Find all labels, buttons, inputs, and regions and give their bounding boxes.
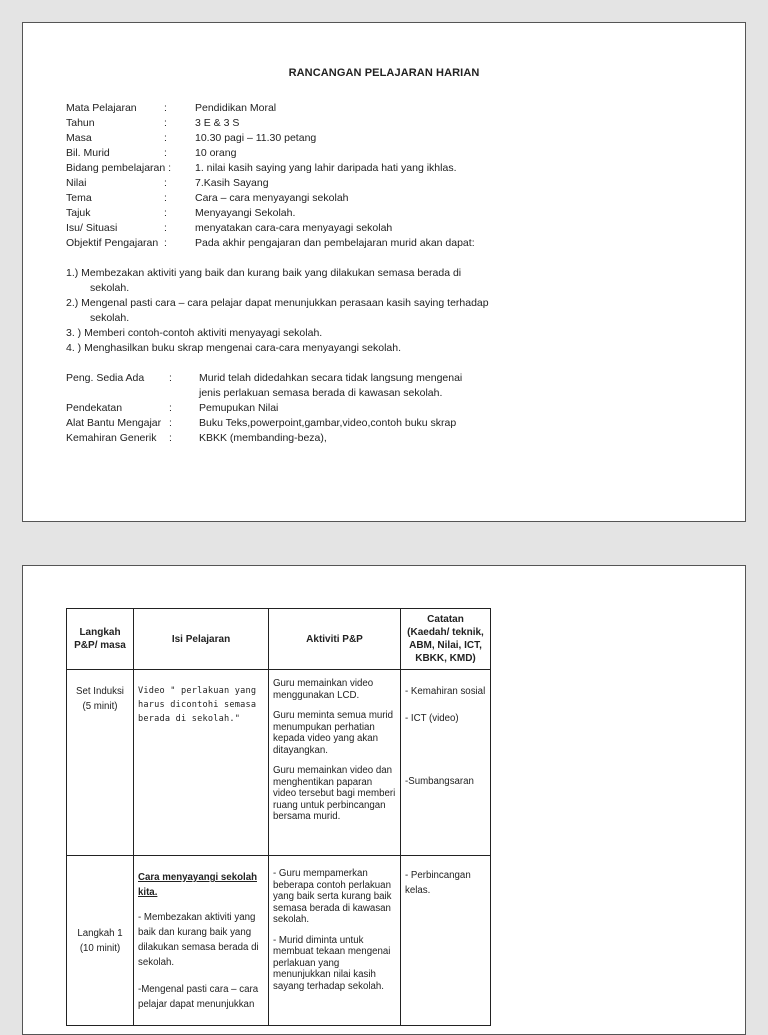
info-row xyxy=(66,236,489,251)
info-value: Pemupukan Nilai xyxy=(199,402,279,414)
info-row xyxy=(66,371,489,386)
objective-item: 1.) Membezakan aktiviti yang baik dan kurang baik yang dilakukan semasa berada di xyxy=(66,267,462,279)
objective-item: 4. ) Menghasilkan buku skrap mengenai cara-cara menyayangi sekolah. xyxy=(66,342,402,354)
objective-item-cont: sekolah. xyxy=(90,282,130,294)
content-text: Video " perlakuan yang harus dicontohi semasa berada di sekolah." xyxy=(138,686,257,724)
info-label: Tahun xyxy=(66,117,95,129)
info-colon: : xyxy=(164,222,167,234)
info-row xyxy=(66,161,489,176)
notes-cell xyxy=(401,856,491,1026)
info-colon: : xyxy=(164,132,167,144)
info-row xyxy=(66,101,489,116)
info-row xyxy=(66,116,489,131)
info-value: Cara – cara menyayangi sekolah xyxy=(195,192,349,204)
document-page-2 xyxy=(22,565,746,1035)
info-value: 7.Kasih Sayang xyxy=(195,177,269,189)
info-value: Murid telah didedahkan secara tidak langsung mengenai xyxy=(199,372,463,384)
activity-cell xyxy=(269,670,401,856)
content-cell xyxy=(134,856,269,1026)
info-row xyxy=(66,191,489,206)
info-value: 3 E & 3 S xyxy=(195,117,240,129)
info-colon: : xyxy=(164,177,167,189)
table-row xyxy=(67,670,491,856)
info-colon: : xyxy=(164,147,167,159)
info-colon: : xyxy=(164,102,167,114)
header-cell: Aktiviti P&P xyxy=(269,609,401,670)
document-page-1 xyxy=(22,22,746,522)
info-colon: : xyxy=(169,402,172,414)
activity-text: - Guru mempamerkan beberapa contoh perlakuan yang baik serta kurang baik semasa berada di kawasan sekolah. xyxy=(273,868,392,925)
activity-text: Guru meminta semua murid menumpukan perhatian kepada video yang akan ditayangkan. xyxy=(273,710,394,756)
info-label: Tema xyxy=(66,192,92,204)
info-label: Masa xyxy=(66,132,92,144)
page-title: RANCANGAN PELAJARAN HARIAN xyxy=(288,67,480,79)
info-label: Kemahiran Generik xyxy=(66,432,157,444)
step-time: (10 minit) xyxy=(79,942,121,954)
content-text: - Membezakan aktiviti yang baik dan kurang baik yang dilakukan semasa berada di sekolah. xyxy=(138,912,259,968)
info-value: Pendidikan Moral xyxy=(195,102,277,114)
info-colon: : xyxy=(169,372,172,384)
info-value: 10.30 pagi – 11.30 petang xyxy=(195,132,317,144)
info-colon: : xyxy=(169,417,172,429)
objective-list xyxy=(66,266,489,356)
content-cell xyxy=(134,670,269,856)
note-text: - ICT (video) xyxy=(405,713,459,724)
notes-cell xyxy=(401,670,491,856)
header-cell: Langkah P&P/ masa xyxy=(67,609,134,670)
objective-item: 3. ) Memberi contoh-contoh aktiviti menyayagi sekolah. xyxy=(66,327,323,339)
step-cell xyxy=(67,856,134,1026)
info-row xyxy=(66,431,489,446)
step-time: (5 minit) xyxy=(82,701,118,712)
content-title: Cara menyayangi sekolah kita. xyxy=(138,872,257,898)
info-value: 10 orang xyxy=(195,147,237,159)
info-row xyxy=(66,131,489,146)
info-row xyxy=(66,416,489,431)
info-label: Mata Pelajaran xyxy=(66,102,137,114)
objective-item: 2.) Mengenal pasti cara – cara pelajar dapat menunjukkan perasaan kasih saying terhadap xyxy=(66,297,489,309)
table-row xyxy=(67,856,491,1026)
info-colon: : xyxy=(169,432,172,444)
info-row xyxy=(66,221,489,236)
info-label: Isu/ Situasi xyxy=(66,222,118,234)
info-value: Buku Teks,powerpoint,gambar,video,contoh buku skrap xyxy=(199,417,457,429)
info-colon: : xyxy=(164,192,167,204)
info-value: 1. nilai kasih saying yang lahir daripada hati yang ikhlas. xyxy=(195,162,457,174)
info-label: Tajuk xyxy=(66,207,91,219)
info-colon: : xyxy=(164,207,167,219)
info-value: Pada akhir pengajaran dan pembelajaran murid akan dapat: xyxy=(195,237,475,249)
step-cell xyxy=(67,670,134,856)
info-colon: : xyxy=(164,117,167,129)
objective-item-cont: sekolah. xyxy=(90,312,130,324)
info-row xyxy=(66,206,489,221)
activity-text: Guru memainkan video menggunakan LCD. xyxy=(273,678,374,701)
info-value: KBKK (membanding-beza), xyxy=(199,432,327,444)
info-label: Pendekatan xyxy=(66,402,123,414)
info-value: menyatakan cara-cara menyayagi sekolah xyxy=(195,222,393,234)
header-cell: Catatan (Kaedah/ teknik, ABM, Nilai, ICT, KBKK, KMD) xyxy=(401,609,491,670)
info-row xyxy=(66,146,489,161)
table-header-row xyxy=(67,609,491,670)
info-value: Menyayangi Sekolah. xyxy=(195,207,296,219)
info-row xyxy=(66,401,489,416)
info-label: Peng. Sedia Ada xyxy=(66,372,145,384)
step-label: Langkah 1 xyxy=(77,927,123,939)
info-label: Bil. Murid xyxy=(66,147,110,159)
info-colon: : xyxy=(164,237,167,249)
info-row xyxy=(66,386,489,401)
info-label: Alat Bantu Mengajar xyxy=(66,417,162,429)
content-text: -Mengenal pasti cara – cara pelajar dapat menunjukkan xyxy=(138,984,259,1010)
note-text: - Perbincangan kelas. xyxy=(405,870,471,896)
note-text: - Kemahiran sosial xyxy=(405,686,486,697)
header-cell: Isi Pelajaran xyxy=(134,609,269,670)
note-text: -Sumbangsaran xyxy=(405,776,474,787)
lesson-info xyxy=(66,101,489,446)
info-row xyxy=(66,176,489,191)
info-label: Objektif Pengajaran xyxy=(66,237,159,249)
lesson-table xyxy=(66,608,491,1026)
info-label: Nilai xyxy=(66,177,87,189)
activity-cell xyxy=(269,856,401,1026)
activity-text: Guru memainkan video dan menghentikan paparan video tersebut bagi memberi ruang untuk perbincangan bersama murid. xyxy=(273,765,396,822)
step-label: Set Induksi xyxy=(76,686,124,697)
activity-text: - Murid diminta untuk membuat tekaan mengenai perlakuan yang menunjukkan nilai kasih sayang terhadap sekolah. xyxy=(273,934,391,992)
info-value-cont: jenis perlakuan semasa berada di kawasan sekolah. xyxy=(199,387,443,399)
info-label: Bidang pembelajaran : xyxy=(66,162,172,174)
